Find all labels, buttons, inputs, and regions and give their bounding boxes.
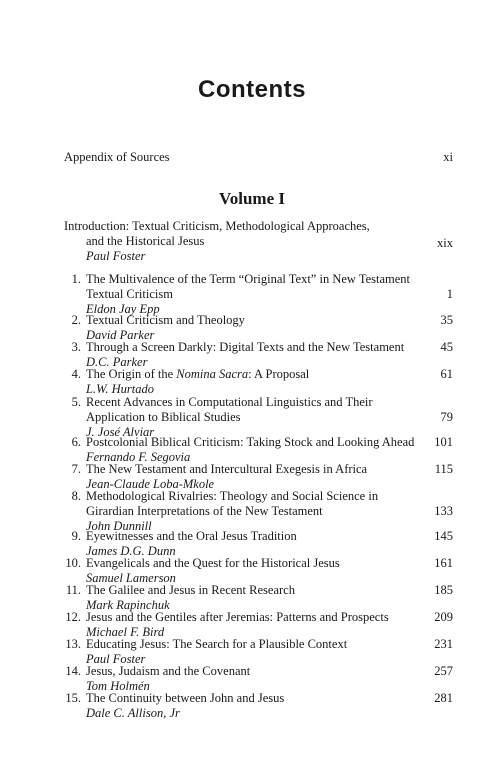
entry-number: 13. xyxy=(65,637,81,651)
entry-page: 101 xyxy=(434,435,453,449)
entry-author: Dale C. Allison, Jr xyxy=(86,706,180,720)
entry-number: 9. xyxy=(71,529,81,543)
entry-title-line: Educating Jesus: The Search for a Plausible Context xyxy=(86,637,348,651)
entry-number: 2. xyxy=(71,313,81,327)
entry-title-line: The Continuity between John and Jesus xyxy=(86,691,285,705)
entry-number: 10. xyxy=(65,556,81,570)
entry-number: 1. xyxy=(71,272,81,286)
entry-number: 11. xyxy=(65,583,81,597)
entry-page: 133 xyxy=(434,504,453,518)
entry-page: 185 xyxy=(434,583,453,597)
entry-title-line: Textual Criticism xyxy=(86,287,173,301)
volume-heading: Volume I xyxy=(219,189,285,208)
entry-page: 281 xyxy=(434,691,453,705)
entry-number: 3. xyxy=(71,340,81,354)
entry-page: 231 xyxy=(434,637,453,651)
entry-author: James D.G. Dunn xyxy=(86,544,176,558)
introduction-title-line-1: Introduction: Textual Criticism, Methodological Approaches, xyxy=(64,219,370,233)
entry-title-line: Girardian Interpretations of the New Testament xyxy=(86,504,323,518)
entry-title-line: Application to Biblical Studies xyxy=(86,410,241,424)
entry-title-line: Postcolonial Biblical Criticism: Taking Stock and Looking Ahead xyxy=(86,435,415,449)
entry-title-line: Jesus, Judaism and the Covenant xyxy=(86,664,251,678)
entry-page: 35 xyxy=(440,313,453,327)
page-title: Contents xyxy=(198,76,306,103)
entry-author: J. José Alviar xyxy=(86,425,155,439)
entry-title-line: Jesus and the Gentiles after Jeremias: Patterns and Prospects xyxy=(86,610,389,624)
introduction-title-line-2: and the Historical Jesus xyxy=(86,234,205,248)
appendix-label: Appendix of Sources xyxy=(64,150,170,164)
entry-page: 209 xyxy=(434,610,453,624)
entry-number: 15. xyxy=(65,691,81,705)
entry-title-line: Recent Advances in Computational Linguistics and Their xyxy=(86,395,373,409)
introduction-author: Paul Foster xyxy=(86,249,146,263)
entry-page: 79 xyxy=(440,410,453,424)
entry-number: 7. xyxy=(71,462,81,476)
entry-author: Michael F. Bird xyxy=(86,625,165,639)
entry-title-line: The New Testament and Intercultural Exegesis in Africa xyxy=(86,462,368,476)
entry-page: 45 xyxy=(440,340,453,354)
entry-title-italic: Nomina Sacra xyxy=(176,367,249,381)
entry-author: Jean-Claude Loba-Mkole xyxy=(86,477,215,491)
entry-author: Paul Foster xyxy=(86,652,146,666)
introduction-page: xix xyxy=(437,236,453,250)
entry-author: Fernando F. Segovia xyxy=(86,450,191,464)
entry-title-line: Methodological Rivalries: Theology and Social Science in xyxy=(86,489,379,503)
entry-author: D.C. Parker xyxy=(86,355,148,369)
entry-author: Eldon Jay Epp xyxy=(86,302,160,316)
entry-number: 6. xyxy=(71,435,81,449)
entry-page: 1 xyxy=(446,287,453,301)
entry-title-line xyxy=(86,367,309,382)
entry-page: 257 xyxy=(434,664,453,678)
entry-author: L.W. Hurtado xyxy=(86,382,154,396)
entry-title-line: Textual Criticism and Theology xyxy=(86,313,245,327)
entry-number: 4. xyxy=(71,367,81,381)
entry-page: 161 xyxy=(434,556,453,570)
entry-title-text: The Origin of the xyxy=(86,367,177,381)
entry-title-line: Eyewitnesses and the Oral Jesus Tradition xyxy=(86,529,297,543)
entry-number: 14. xyxy=(65,664,81,678)
entry-page: 145 xyxy=(434,529,453,543)
entry-page: 61 xyxy=(440,367,453,381)
appendix-page: xi xyxy=(443,150,453,164)
entry-title-line: The Multivalence of the Term “Original Text” in New Testament xyxy=(86,272,411,286)
entry-author: Samuel Lamerson xyxy=(86,571,176,585)
entry-author: David Parker xyxy=(86,328,155,342)
entry-title-text: : A Proposal xyxy=(248,367,310,381)
entry-number: 12. xyxy=(65,610,81,624)
entry-number: 5. xyxy=(71,395,81,409)
entry-title-line: The Galilee and Jesus in Recent Research xyxy=(86,583,295,597)
entry-title-line: Evangelicals and the Quest for the Historical Jesus xyxy=(86,556,340,570)
entry-author: Tom Holmén xyxy=(86,679,150,693)
entry-page: 115 xyxy=(434,462,453,476)
entry-number: 8. xyxy=(71,489,81,503)
entry-author: John Dunnill xyxy=(86,519,152,533)
entry-author: Mark Rapinchuk xyxy=(86,598,170,612)
entry-title-line: Through a Screen Darkly: Digital Texts and the New Testament xyxy=(86,340,405,354)
